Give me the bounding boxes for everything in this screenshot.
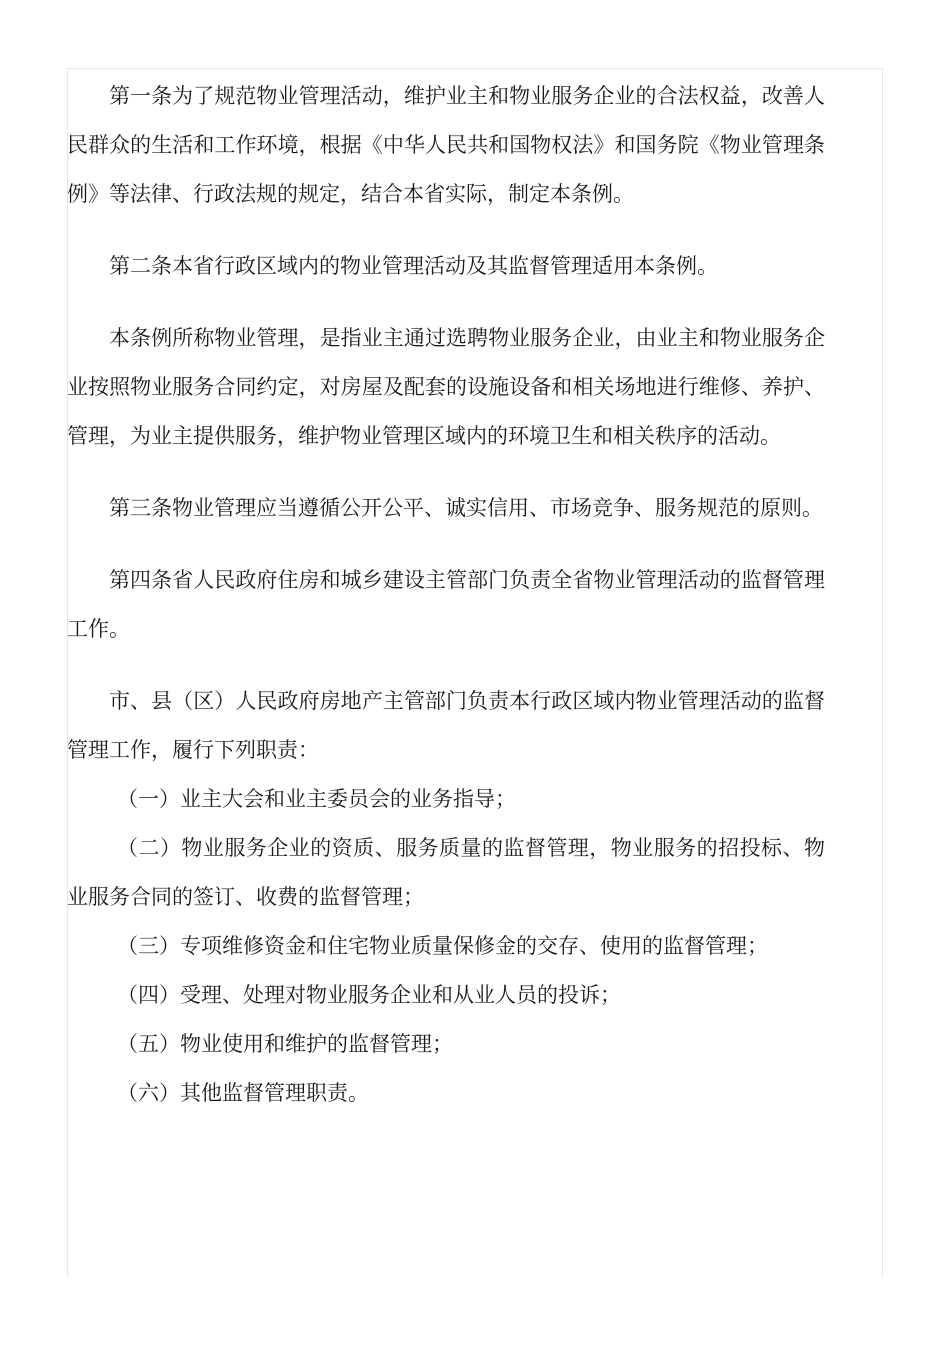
duty-item-2: （二）物业服务企业的资质、服务质量的监督管理，物业服务的招投标、物业服务合同的签订、收费的监督管理； [67,836,825,909]
article-3-paragraph: 第三条物业管理应当遵循公开公平、诚实信用、市场竞争、服务规范的原则。 [109,496,823,520]
duty-item-5: （五）物业使用和维护的监督管理； [117,1032,453,1056]
document-body [67,72,825,1118]
duty-item-4: （四）受理、处理对物业服务企业和从业人员的投诉； [117,983,621,1007]
article-4-paragraph: 第四条省人民政府住房和城乡建设主管部门负责全省物业管理活动的监督管理工作。 [67,568,825,641]
article-1-paragraph: 第一条为了规范物业管理活动，维护业主和物业服务企业的合法权益，改善人民群众的生活和工作环境，根据《中华人民共和国物权法》和国务院《物业管理条例》等法律、行政法规的规定，结合本省实际，制定本条例。 [67,84,825,206]
duty-item-3: （三）专项维修资金和住宅物业质量保修金的交存、使用的监督管理； [117,934,768,958]
property-management-definition-paragraph: 本条例所称物业管理，是指业主通过选聘物业服务企业，由业主和物业服务企业按照物业服务合同约定，对房屋及配套的设施设备和相关场地进行维修、养护、管理，为业主提供服务，维护物业管理区域内的环境卫生和相关秩序的活动。 [67,326,825,448]
duty-item-6: （六）其他监督管理职责。 [117,1081,369,1105]
article-2-paragraph: 第二条本省行政区域内的物业管理活动及其监督管理适用本条例。 [109,254,718,278]
duty-item-1: （一）业主大会和业主委员会的业务指导； [117,787,516,811]
local-duties-paragraph: 市、县（区）人民政府房地产主管部门负责本行政区域内物业管理活动的监督管理工作，履行下列职责： [67,689,825,762]
